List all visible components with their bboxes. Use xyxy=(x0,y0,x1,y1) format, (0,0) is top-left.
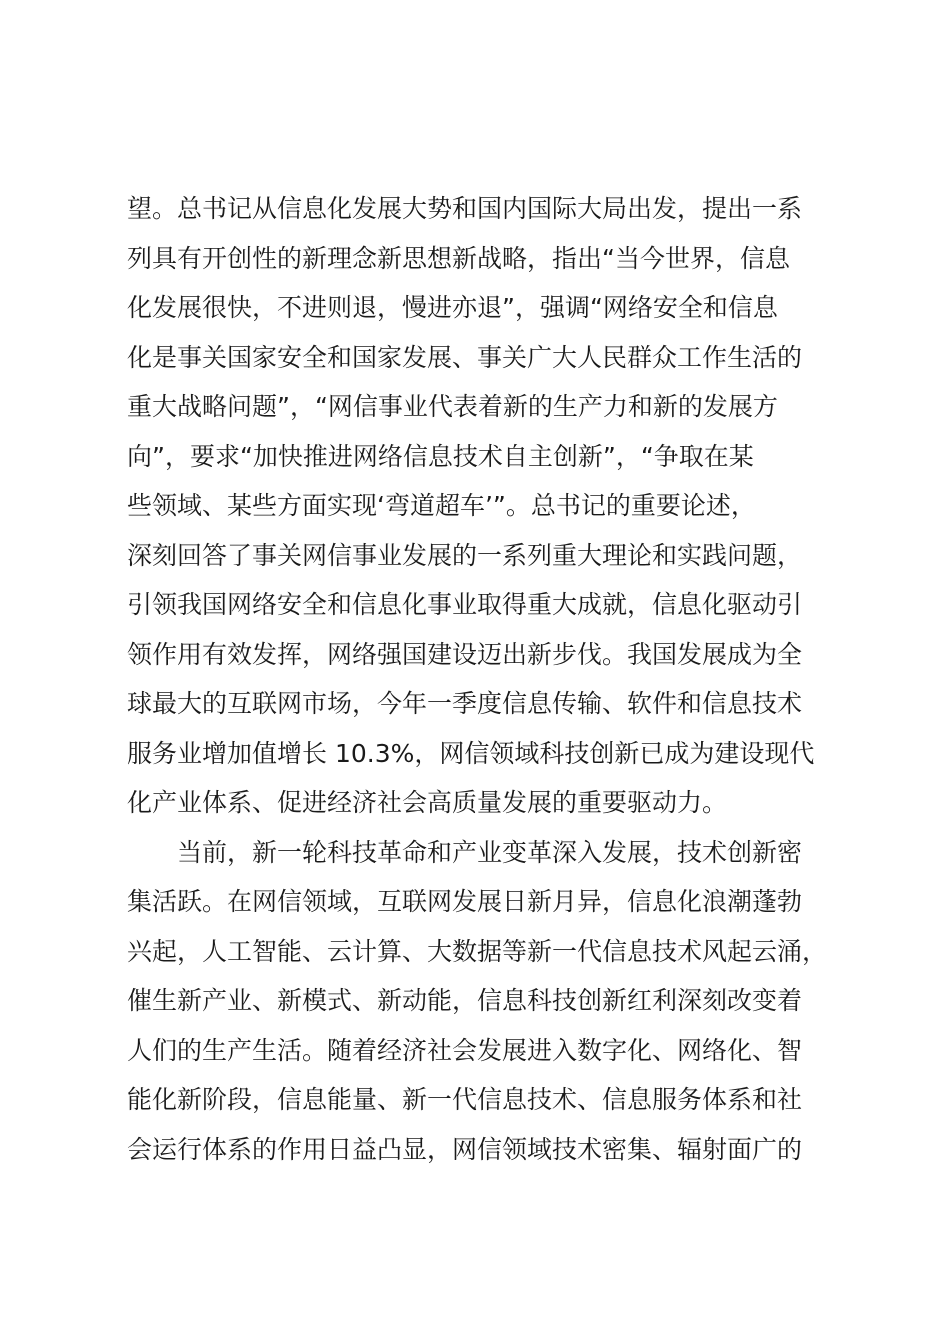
text-line: 球最大的互联网市场，今年一季度信息传输、软件和信息技术 xyxy=(127,689,803,718)
text-line: 引领我国网络安全和信息化事业取得重大成就，信息化驱动引 xyxy=(127,590,803,619)
text-line: 会运行体系的作用日益凸显，网信领域技术密集、辐射面广的 xyxy=(127,1134,803,1164)
text-line: 集活跃。在网信领域，互联网发展日新月异，信息化浪潮蓬勃 xyxy=(127,887,803,916)
text-line: 列具有开创性的新理念新思想新战略，指出“当今世界，信息 xyxy=(127,243,790,273)
body-text xyxy=(127,184,857,1174)
text-line: 望。总书记从信息化发展大势和国内国际大局出发，提出一系 xyxy=(127,194,803,223)
text-line: 重大战略问题”，“网信事业代表着新的生产力和新的发展方 xyxy=(127,392,778,421)
text-line: 深刻回答了事关网信事业发展的一系列重大理论和实践问题， xyxy=(127,540,803,570)
text-line: 能化新阶段，信息能量、新一代信息技术、信息服务体系和社 xyxy=(127,1085,803,1114)
text-line: 化产业体系、促进经济社会高质量发展的重要驱动力。 xyxy=(127,788,728,817)
text-line: 领作用有效发挥，网络强国建设迈出新步伐。我国发展成为全 xyxy=(127,639,803,669)
text-line: 向”，要求“加快推进网络信息技术自主创新”，“争取在某 xyxy=(127,441,754,471)
text-line: 催生新产业、新模式、新动能，信息科技创新红利深刻改变着 xyxy=(127,986,803,1015)
text-line: 人们的生产生活。随着经济社会发展进入数字化、网络化、智 xyxy=(127,1035,803,1065)
text-line: 化是事关国家安全和国家发展、事关广大人民群众工作生活的 xyxy=(127,342,803,372)
text-line: 些领域、某些方面实现‘弯道超车’”。总书记的重要论述， xyxy=(127,491,756,520)
text-line: 化发展很快，不进则退，慢进亦退”，强调“网络安全和信息 xyxy=(127,293,778,322)
paragraph-start-line: 当前，新一轮科技革命和产业变革深入发展，技术创新密 xyxy=(177,837,803,867)
text-line: 服务业增加值增长 10.3%，网信领域科技创新已成为建设现代 xyxy=(127,738,815,768)
text-line: 兴起，人工智能、云计算、大数据等新一代信息技术风起云涌， xyxy=(127,936,828,966)
